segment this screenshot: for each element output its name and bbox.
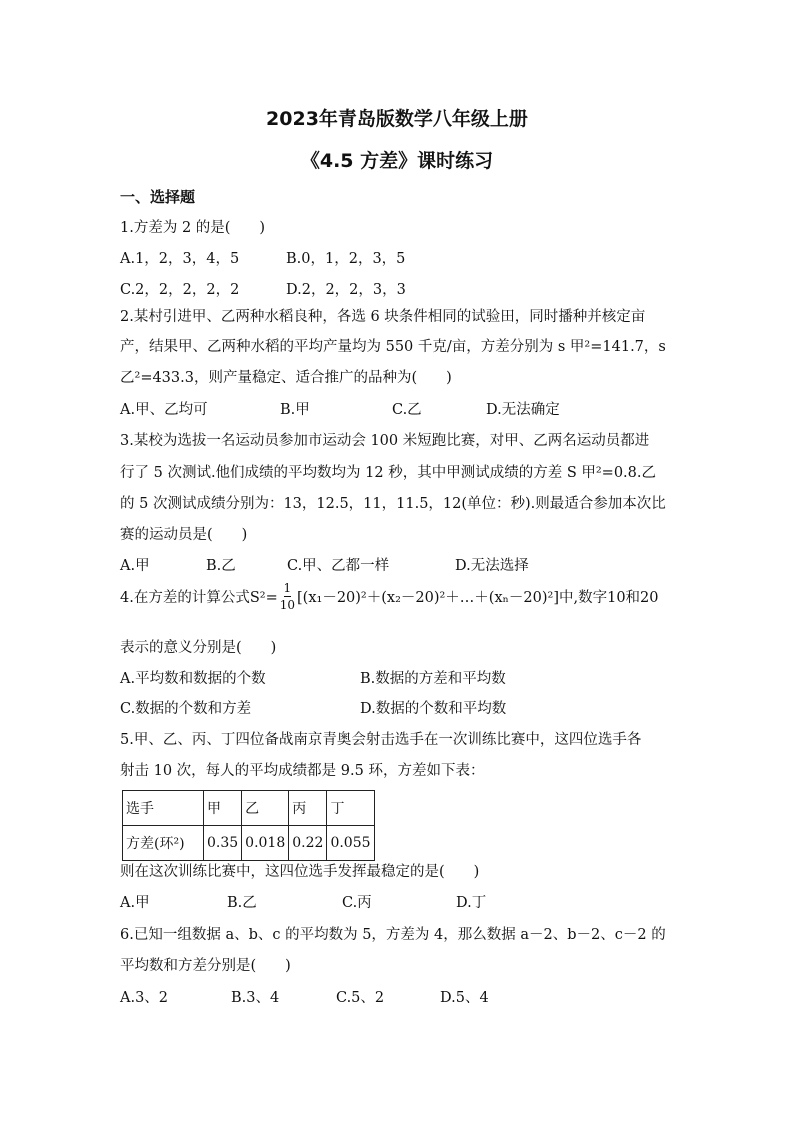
q4-formula-body: [(x₁－20)²＋(x₂－20)²＋…＋(xₙ－20)²]中,数字10和20 xyxy=(297,590,659,606)
q4-option-a: A.平均数和数据的个数 xyxy=(120,671,266,687)
q6-stem-line1: 6.已知一组数据 a、b、c 的平均数为 5，方差为 4，那么数据 a－2、b－2、c－2 的 xyxy=(120,927,666,943)
table-header-cell: 甲 xyxy=(204,791,242,826)
q1-option-d: D.2，2，2，3，3 xyxy=(286,282,406,298)
table-row xyxy=(123,826,375,861)
table-header-cell: 选手 xyxy=(123,791,204,826)
q3-option-b: B.乙 xyxy=(206,558,236,574)
q3-stem-line3: 的 5 次测试成绩分别为：13，12.5，11，11.5，12(单位：秒).则最适合参加本次比 xyxy=(120,496,666,512)
q4-option-c: C.数据的个数和方差 xyxy=(120,701,252,717)
q4-option-d: D.数据的个数和平均数 xyxy=(360,701,507,717)
table-cell: 0.018 xyxy=(242,826,289,861)
document-title: 2023年青岛版数学八年级上册 xyxy=(266,108,528,130)
q2-option-d: D.无法确定 xyxy=(486,402,560,418)
table-cell: 0.22 xyxy=(289,826,327,861)
table-cell: 0.055 xyxy=(327,826,374,861)
table-cell: 0.35 xyxy=(204,826,242,861)
q3-stem-line2: 行了 5 次测试.他们成绩的平均数均为 12 秒，其中甲测试成绩的方差 S 甲²=0.8.乙 xyxy=(120,465,657,481)
q5-stem-line3: 则在这次训练比赛中，这四位选手发挥最稳定的是( ) xyxy=(120,864,480,880)
q5-option-c: C.丙 xyxy=(342,895,372,911)
q5-stem-line2: 射击 10 次，每人的平均成绩都是 9.5 环，方差如下表： xyxy=(120,763,485,779)
q6-stem-line2: 平均数和方差分别是( ) xyxy=(120,958,291,974)
q5-option-a: A.甲 xyxy=(120,895,150,911)
q5-stem-line1: 5.甲、乙、丙、丁四位备战南京青奥会射击选手在一次训练比赛中，这四位选手各 xyxy=(120,732,642,748)
table-row xyxy=(123,791,375,826)
q3-option-c: C.甲、乙都一样 xyxy=(287,558,390,574)
q3-stem-line1: 3.某校为选拔一名运动员参加市运动会 100 米短跑比赛，对甲、乙两名运动员都进 xyxy=(120,433,650,449)
variance-table xyxy=(122,790,375,861)
q1-option-b: B.0，1，2，3，5 xyxy=(286,251,406,267)
table-cell: 方差(环²) xyxy=(123,826,204,861)
q3-option-d: D.无法选择 xyxy=(455,558,529,574)
q2-stem-line2: 产，结果甲、乙两种水稻的平均产量均为 550 千克/亩，方差分别为 s 甲²=141.7，s xyxy=(120,339,666,355)
q4-prefix: 4.在方差的计算公式S²= xyxy=(120,590,278,606)
fraction-denominator: 10 xyxy=(279,598,296,612)
q6-option-d: D.5、4 xyxy=(440,990,489,1006)
table-header-cell: 丁 xyxy=(327,791,374,826)
q1-option-a: A.1，2，3，4，5 xyxy=(120,251,240,267)
q2-option-b: B.甲 xyxy=(280,402,310,418)
table-header-cell: 乙 xyxy=(242,791,289,826)
q4-option-b: B.数据的方差和平均数 xyxy=(360,671,506,687)
q6-option-a: A.3、2 xyxy=(120,990,169,1006)
q2-stem-line3: 乙²=433.3，则产量稳定、适合推广的品种为( ) xyxy=(120,370,452,386)
fraction xyxy=(280,582,295,611)
q5-option-b: B.乙 xyxy=(227,895,257,911)
section-heading: 一、选择题 xyxy=(120,188,196,206)
q6-option-c: C.5、2 xyxy=(336,990,385,1006)
table-header-cell: 丙 xyxy=(289,791,327,826)
q2-stem-line1: 2.某村引进甲、乙两种水稻良种，各选 6 块条件相同的试验田，同时播种并核定亩 xyxy=(120,309,646,325)
q4-formula-line xyxy=(120,582,659,611)
q1-stem: 1.方差为 2 的是( ) xyxy=(120,220,266,236)
document-subtitle: 《4.5 方差》课时练习 xyxy=(300,150,494,172)
q3-option-a: A.甲 xyxy=(120,558,150,574)
q6-option-b: B.3、4 xyxy=(231,990,280,1006)
q4-stem-line2: 表示的意义分别是( ) xyxy=(120,640,277,656)
q1-option-c: C.2，2，2，2，2 xyxy=(120,282,240,298)
q2-option-a: A.甲、乙均可 xyxy=(120,402,208,418)
q5-option-d: D.丁 xyxy=(456,895,487,911)
q3-stem-line4: 赛的运动员是( ) xyxy=(120,527,248,543)
q2-option-c: C.乙 xyxy=(392,402,422,418)
fraction-numerator: 1 xyxy=(283,581,292,595)
